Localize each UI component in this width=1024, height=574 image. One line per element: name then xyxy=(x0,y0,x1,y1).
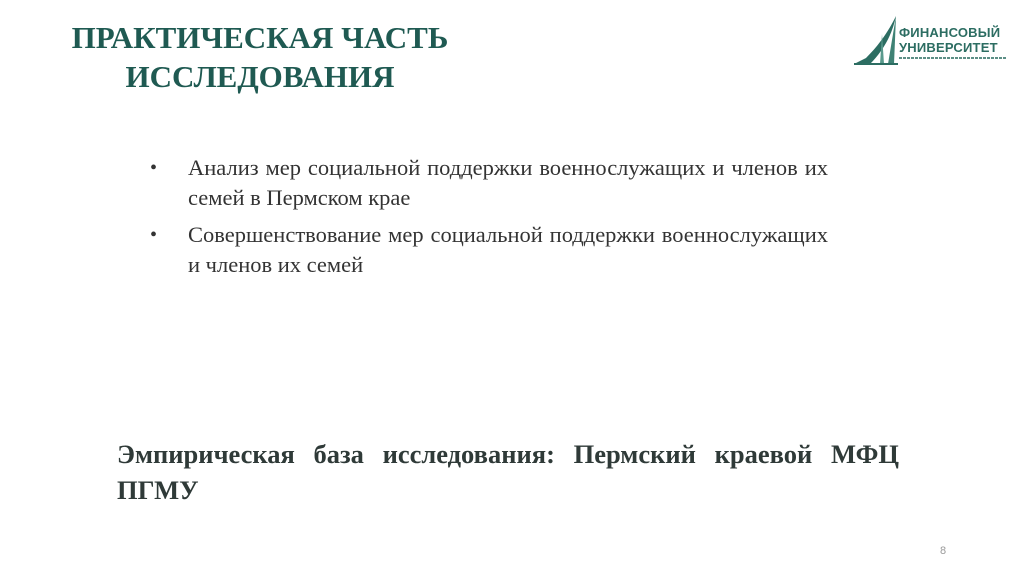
page-number: 8 xyxy=(940,545,947,557)
university-logo xyxy=(852,14,1012,70)
bullet-list xyxy=(150,153,828,287)
logo-text-line2: УНИВЕРСИТЕТ xyxy=(899,40,998,55)
tower-logo-icon xyxy=(852,14,898,66)
bullet-item xyxy=(150,220,828,280)
bullet-dot: • xyxy=(150,157,158,179)
bullet-text: Анализ мер социальной поддержки военнослужащих и членов их семей в Пермском крае xyxy=(188,155,828,210)
slide-title: ПРАКТИЧЕСКАЯ ЧАСТЬ ИССЛЕДОВАНИЯ xyxy=(71,20,449,94)
logo-text-line1: ФИНАНСОВЫЙ xyxy=(899,25,1001,40)
bullet-item xyxy=(150,153,828,213)
logo-tagline-graphic xyxy=(899,57,1007,59)
bullet-text: Совершенствование мер социальной поддержки военнослужащих и членов их семей xyxy=(188,222,828,277)
bullet-dot: • xyxy=(150,224,158,246)
empirical-base-text: Эмпирическая база исследования: Пермский краевой МФЦ ПГМУ xyxy=(117,439,899,505)
